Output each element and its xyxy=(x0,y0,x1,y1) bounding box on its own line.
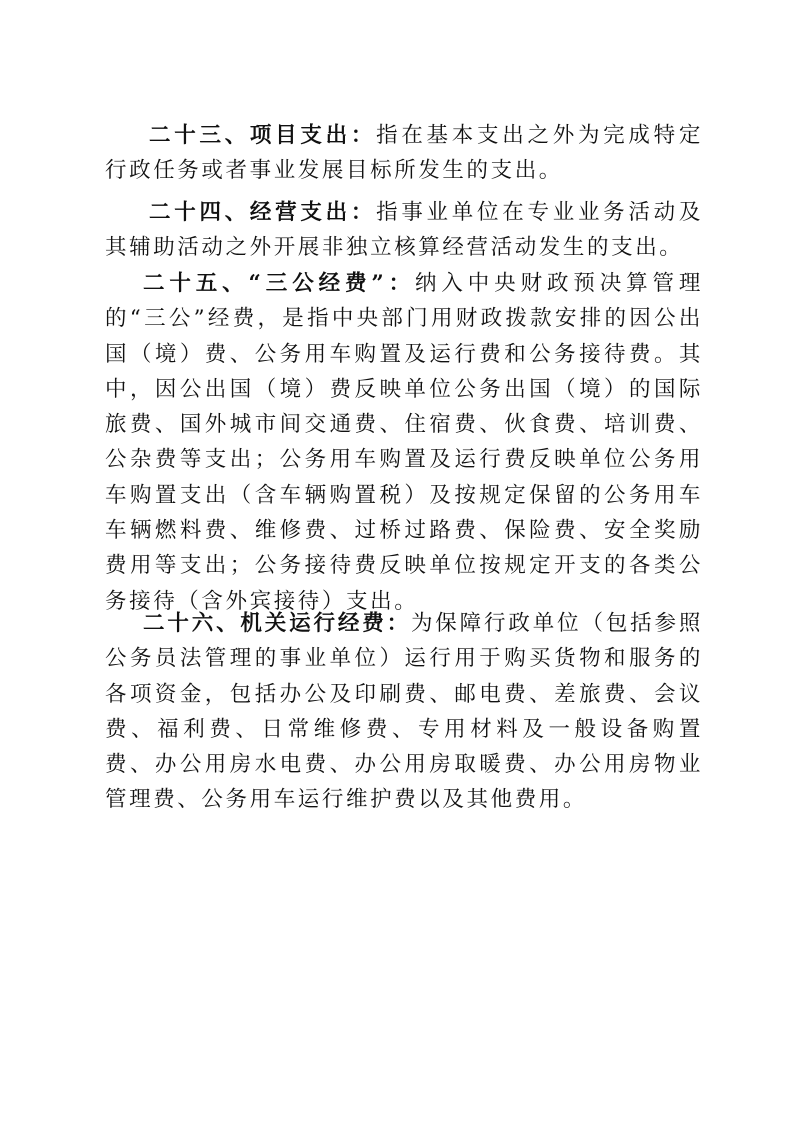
paragraph-three-public-expenses xyxy=(105,266,703,619)
definition-operating-expenditure: 指事业单位在专业业务活动及其辅助活动之外开展非独立核算经营活动发生的支出。 xyxy=(105,200,703,261)
term-operating-expenditure: 二十四、经营支出： xyxy=(149,200,377,225)
paragraph-project-expenditure xyxy=(105,118,703,189)
term-agency-operating-expenses: 二十六、机关运行经费： xyxy=(143,611,411,636)
definition-agency-operating-expenses: 为保障行政单位（包括参照公务员法管理的事业单位）运行用于购买货物和服务的各项资金，包括办公及印刷费、邮电费、差旅费、会议费、福利费、日常维修费、专用材料及一般设备购置费、办公用房水电费、办公用房取暖费、办公用房物业管理费、公务用车运行维护费以及其他费用。 xyxy=(105,611,703,813)
term-project-expenditure: 二十三、项目支出： xyxy=(149,123,377,148)
term-three-public-expenses: 二十五、“三公经费”： xyxy=(143,271,416,296)
definition-three-public-expenses: 纳入中央财政预决算管理的“三公”经费，是指中央部门用财政拨款安排的因公出国（境）费、公务用车购置及运行费和公务接待费。其中，因公出国（境）费反映单位公务出国（境）的国际旅费、国外城市间交通费、住宿费、伙食费、培训费、公杂费等支出；公务用车购置及运行费反映单位公务用车购置支出（含车辆购置税）及按规定保留的公务用车车辆燃料费、维修费、过桥过路费、保险费、安全奖励费用等支出；公务接待费反映单位按规定开支的各类公务接待（含外宾接待）支出。 xyxy=(105,271,703,614)
paragraph-agency-operating-expenses xyxy=(105,606,703,818)
paragraph-operating-expenditure xyxy=(105,195,703,266)
definition-project-expenditure: 指在基本支出之外为完成特定行政任务或者事业发展目标所发生的支出。 xyxy=(105,123,703,184)
